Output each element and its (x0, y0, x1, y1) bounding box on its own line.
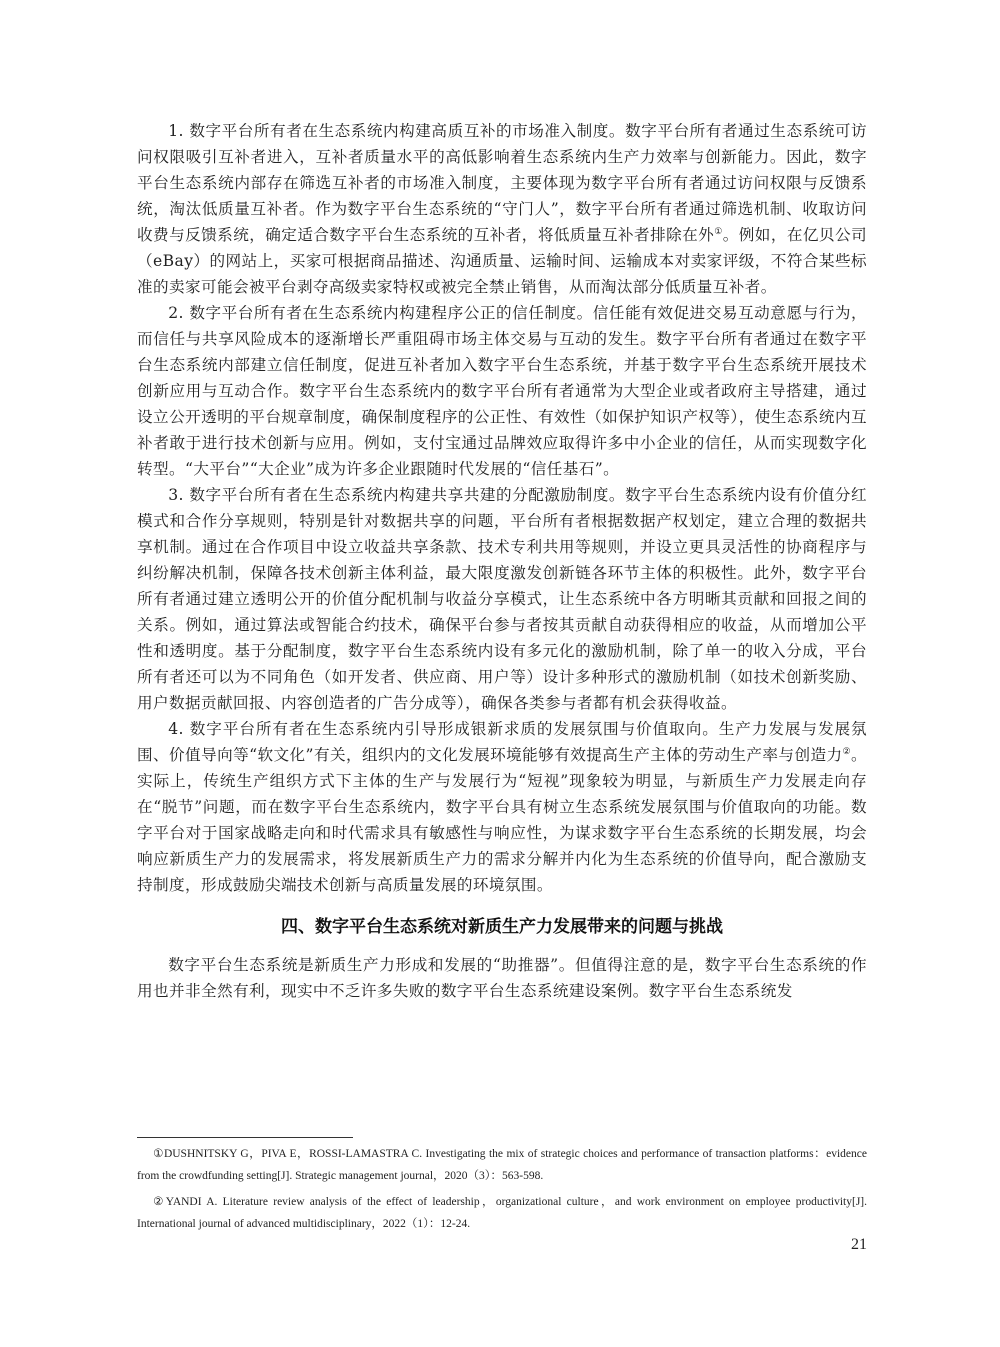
article-body (137, 118, 867, 1004)
footnotes (137, 1143, 867, 1239)
footnote-divider (137, 1137, 353, 1138)
paragraph-4-text-a: 4. 数字平台所有者在生态系统内引导形成银新求质的发展氛围与价值取向。生产力发展与发展氛围、价值导向等“软文化”有关，组织内的文化发展环境能够有效提高生产主体的劳动生产率与创造力 (137, 720, 867, 764)
footnote-ref-2[interactable]: ② (842, 746, 851, 757)
paragraph-2: 2. 数字平台所有者在生态系统内构建程序公正的信任制度。信任能有效促进交易互动意愿与行为，而信任与共享风险成本的逐渐增长严重阻碍市场主体交易与互动的发生。数字平台所有者通过在数字平台生态系统内部建立信任制度，促进互补者加入数字平台生态系统，并基于数字平台生态系统开展技术创新应用与互动合作。数字平台生态系统内的数字平台所有者通常为大型企业或者政府主导搭建，通过设立公开透明的平台规章制度，确保制度程序的公正性、有效性（如保护知识产权等），使生态系统内互补者敢于进行技术创新与应用。例如，支付宝通过品牌效应取得许多中小企业的信任，从而实现数字化转型。“大平台”“大企业”成为许多企业跟随时代发展的“信任基石”。 (137, 304, 867, 478)
paragraph-4 (137, 716, 867, 898)
footnote-1: ①DUSHNITSKY G，PIVA E，ROSSI-LAMASTRA C. Investigating the mix of strategic choices and performance of transaction platforms：evidence from the crowdfunding setting[J]. Strategic management journal，2020（3）：563-598. (137, 1148, 867, 1182)
section-heading: 四、数字平台生态系统对新质生产力发展带来的问题与挑战 (281, 917, 723, 937)
page-number: 21 (851, 1236, 867, 1253)
paragraph-4-text-b: 。实际上，传统生产组织方式下主体的生产与发展行为“短视”现象较为明显，与新质生产力发展走向存在“脱节”问题，而在数字平台生态系统内，数字平台具有树立生态系统发展氛围与价值取向的功能。数字平台对于国家战略走向和时代需求具有敏感性与响应性，为谋求数字平台生态系统的长期发展，均会响应新质生产力的发展需求，将发展新质生产力的需求分解并内化为生态系统的价值导向，配合激励支持制度，形成鼓励尖端技术创新与高质量发展的环境氛围。 (137, 746, 867, 894)
paragraph-1-text-a: 1. 数字平台所有者在生态系统内构建高质互补的市场准入制度。数字平台所有者通过生态系统可访问权限吸引互补者进入，互补者质量水平的高低影响着生态系统内生产力效率与创新能力。因此，数字平台生态系统内部存在筛选互补者的市场准入制度，主要体现为数字平台所有者通过访问权限与反馈系统，淘汰低质量互补者。作为数字平台生态系统的“守门人”，数字平台所有者通过筛选机制、收取访问收费与反馈系统，确定适合数字平台生态系统的互补者，将低质量互补者排除在外 (137, 122, 867, 244)
paragraph-1 (137, 118, 867, 300)
footnote-ref-1[interactable]: ① (714, 226, 723, 237)
paragraph-3: 3. 数字平台所有者在生态系统内构建共享共建的分配激励制度。数字平台生态系统内设有价值分红模式和合作分享规则，特别是针对数据共享的问题，平台所有者根据数据产权划定，建立合理的数据共享机制。通过在合作项目中设立收益共享条款、技术专利共用等规则，并设立更具灵活性的协商程序与纠纷解决机制，保障各技术创新主体利益，最大限度激发创新链各环节主体的积极性。此外，数字平台所有者通过建立透明公开的价值分配机制与收益分享模式，让生态系统中各方明晰其贡献和回报之间的关系。例如，通过算法或智能合约技术，确保平台参与者按其贡献自动获得相应的收益，从而增加公平性和透明度。基于分配制度，数字平台生态系统内设有多元化的激励机制，除了单一的收入分成，平台所有者还可以为不同角色（如开发者、供应商、用户等）设计多种形式的激励机制（如技术创新奖励、用户数据贡献回报、内容创造者的广告分成等），确保各类参与者都有机会获得收益。 (137, 486, 867, 712)
paragraph-5: 数字平台生态系统是新质生产力形成和发展的“助推器”。但值得注意的是，数字平台生态系统的作用也并非全然有利，现实中不乏许多失败的数字平台生态系统建设案例。数字平台生态系统发 (137, 956, 867, 1000)
paragraph-1-text-b: 。例如，在亿贝公司（eBay）的网站上，买家可根据商品描述、沟通质量、运输时间、运输成本对卖家评级，不符合某些标准的卖家可能会被平台剥夺高级卖家特权或被完全禁止销售，从而淘汰部分低质量互补者。 (137, 226, 867, 296)
footnote-2: ②YANDI A. Literature review analysis of the effect of leadership，organizational culture，and work environment on employee productivity[J]. International journal of advanced multidisciplinary，2022（1）：12-24. (137, 1196, 867, 1230)
